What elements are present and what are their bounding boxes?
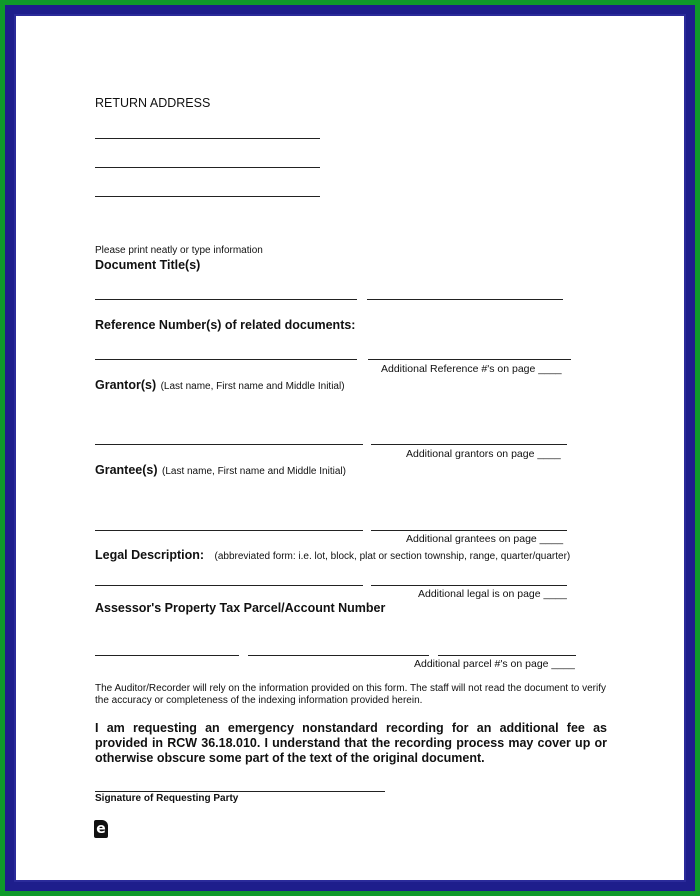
grantee-line-1[interactable] xyxy=(95,530,363,531)
legal-description-label: Legal Description: xyxy=(95,548,205,562)
grantor-heading xyxy=(95,376,345,394)
return-address-line-1[interactable] xyxy=(95,138,320,139)
grantee-line-2[interactable] xyxy=(371,530,567,531)
grantor-line-2[interactable] xyxy=(371,444,567,445)
grantor-line-1[interactable] xyxy=(95,444,363,445)
return-address-line-2[interactable] xyxy=(95,167,320,168)
document-title-line-2[interactable] xyxy=(367,299,563,300)
reference-number-line-2[interactable] xyxy=(368,359,571,360)
parcel-number-line-2[interactable] xyxy=(248,655,429,656)
reference-number-line-1[interactable] xyxy=(95,359,357,360)
grantee-heading xyxy=(95,461,346,479)
additional-grantees-note: Additional grantees on page ____ xyxy=(406,533,564,545)
assessor-parcel-label: Assessor's Property Tax Parcel/Account Number xyxy=(95,601,386,615)
document-titles-label: Document Title(s) xyxy=(95,258,201,272)
signature-line[interactable] xyxy=(95,791,385,792)
signature-label: Signature of Requesting Party xyxy=(95,793,239,804)
grantee-label: Grantee(s) xyxy=(95,463,158,477)
reference-numbers-label: Reference Number(s) of related documents: xyxy=(95,318,356,332)
document-logo-icon: e xyxy=(94,820,108,838)
parcel-number-line-1[interactable] xyxy=(95,655,239,656)
additional-legal-note: Additional legal is on page ____ xyxy=(418,588,567,600)
return-address-label: RETURN ADDRESS xyxy=(95,96,211,110)
return-address-line-3[interactable] xyxy=(95,196,320,197)
legal-description-line-2[interactable] xyxy=(371,585,567,586)
legal-description-hint: (abbreviated form: i.e. lot, block, plat or section township, range, quarter/quarter) xyxy=(214,551,571,562)
additional-parcel-note: Additional parcel #'s on page ____ xyxy=(414,658,575,670)
grantor-hint: (Last name, First name and Middle Initial) xyxy=(160,381,345,392)
additional-grantors-note: Additional grantors on page ____ xyxy=(406,448,561,460)
instructions-text: Please print neatly or type information xyxy=(95,245,263,256)
legal-description-heading xyxy=(95,546,570,564)
document-title-line-1[interactable] xyxy=(95,299,357,300)
auditor-notice: The Auditor/Recorder will rely on the information provided on this form. The staff will not read the document to verify the accuracy or completeness of the indexing information provided herein. xyxy=(95,683,606,706)
additional-reference-note: Additional Reference #'s on page ____ xyxy=(381,363,562,375)
parcel-number-line-3[interactable] xyxy=(438,655,576,656)
emergency-request-statement: I am requesting an emergency nonstandard recording for an additional fee as provided in RCW 36.18.010. I understand that the recording process may cover up or otherwise obscure some part of the text of the original document. xyxy=(95,721,607,765)
grantor-label: Grantor(s) xyxy=(95,378,157,392)
grantee-hint: (Last name, First name and Middle Initial) xyxy=(161,466,346,477)
legal-description-line-1[interactable] xyxy=(95,585,363,586)
